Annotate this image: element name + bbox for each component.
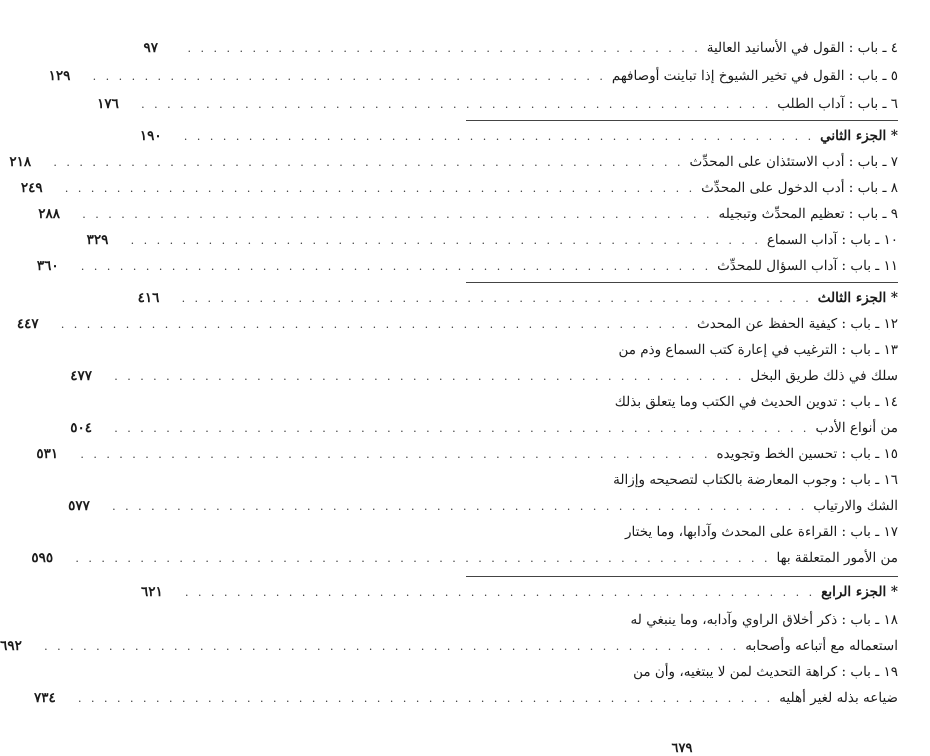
entry-page: ٧٣٤ [34,690,56,706]
toc-entry-continuation [31,546,898,570]
entry-page: ٩٧ [143,40,158,56]
entry-title: استعماله مع أتباعه وأصحابه [745,638,898,654]
toc-entry [466,390,898,414]
toc-entry-continuation [0,634,898,658]
entry-page: ٢٨٨ [38,206,61,222]
toc-entry [9,150,898,174]
leader-dots: . . . . . . . . . . . . . . . . . . . . . . . . . . . . . . . . . . . . . . . . . . . . . . . . . [114,370,745,383]
leader-dots: . . . . . . . . . . . . . . . . . . . . . . . . . . . . . . . . . . . . . . . . . . . . . . . . . [183,130,815,143]
section-divider [466,120,898,121]
entry-page: ٤٤٧ [16,316,39,332]
toc-entry-continuation [68,494,898,518]
entry-title: ٩ ـ باب : تعظيم المحدِّث وتبجيله [718,206,898,222]
part-heading [139,124,898,148]
leader-dots: . . . . . . . . . . . . . . . . . . . . . . . . . . . . . . . . . . . . . . . . . . . . . . . . . [60,318,691,331]
entry-page: ٥٩٥ [31,550,54,566]
section-divider [466,576,898,577]
entry-page: ٣٦٠ [36,258,59,274]
entry-title: ٥ ـ باب : القول في تخير الشيوخ إذا تباينت أوصافهم [611,68,898,84]
entry-title: ٨ ـ باب : أدب الدخول على المحدِّث [701,180,898,196]
leader-dots: . . . . . . . . . . . . . . . . . . . . . . . . . . . . . . . . . . . . . . . . . . . . . . . . . . . . . . [75,552,771,565]
leader-dots: . . . . . . . . . . . . . . . . . . . . . . . . . . . . . . . . . . . . . . . . . . . . . . . . . [181,292,812,305]
entry-title: من أنواع الأدب [815,420,898,436]
entry-page: ٤١٦ [137,290,160,306]
entry-page: ٣٢٩ [86,232,109,248]
entry-title: ١٧ ـ باب : القراءة على المحدث وآدابها، وما يختار [624,524,898,540]
entry-title: ٦ ـ باب : آداب الطلب [777,96,898,112]
entry-title: الشك والارتياب [813,498,898,514]
toc-page [0,36,898,756]
toc-entry-continuation [70,364,898,388]
entry-page: ٦٩٢ [0,638,22,654]
entry-title: ١٩ ـ باب : كراهة التحديث لمن لا يبتغيه، وأن من [633,664,898,680]
part-heading [140,580,898,604]
leader-dots: . . . . . . . . . . . . . . . . . . . . . . . . . . . . . . . . . . . . . . . . . . . . . . . . . [184,586,816,599]
entry-page: ٥٧٧ [68,498,90,514]
leader-dots: . . . . . . . . . . . . . . . . . . . . . . . . . . . . . . . . . . . . . . . . [92,70,606,83]
leader-dots: . . . . . . . . . . . . . . . . . . . . . . . . . . . . . . . . . . . . . . . . . . . . . . . . . [130,234,761,247]
toc-entry [16,312,898,336]
page-number: ٦٧٩ [671,741,693,756]
toc-entry [466,468,898,492]
leader-dots: . . . . . . . . . . . . . . . . . . . . . . . . . . . . . . . . . . . . . . . . . . . . . . . . . [82,208,713,221]
entry-title: ١١ ـ باب : آداب السؤال للمحدِّث [717,258,898,274]
part-heading [137,286,898,310]
entry-title: ضياعه بذله لغير أهليه [779,690,898,706]
leader-dots: . . . . . . . . . . . . . . . . . . . . . . . . . . . . . . . . . . . . . . . . . . . . . . . . . [64,182,696,195]
toc-entry [36,442,898,466]
entry-title: ١٢ ـ باب : كيفية الحفظ عن المحدث [696,316,898,332]
leader-dots: . . . . . . . . . . . . . . . . . . . . . . . . . . . . . . . . . . . . . . . . . . . . . . . . . . . . . . [78,692,774,705]
entry-title: ٧ ـ باب : أدب الاستئذان على المحدِّث [689,154,898,170]
leader-dots: . . . . . . . . . . . . . . . . . . . . . . . . . . . . . . . . . . . . . . . . . . . . . . . . . [80,260,712,273]
section-divider [466,282,898,283]
toc-entry [466,608,898,632]
part-title: * الجزء الثاني [820,128,898,144]
entry-title: ١٤ ـ باب : تدوين الحديث في الكتب وما يتعلق بذلك [614,394,898,410]
entry-page: ١٧٦ [97,96,119,112]
toc-entry [97,92,898,116]
part-title: * الجزء الثالث [817,290,898,306]
entry-title: ٤ ـ باب : القول في الأسانيد العالية [706,40,898,56]
entry-title: من الأمور المتعلقة بها [776,550,898,566]
entry-page: ١٢٩ [48,68,71,84]
entry-title: سلك في ذلك طريق البخل [750,368,898,384]
entry-page: ٥٠٤ [70,420,93,436]
entry-title: ١٣ ـ باب : الترغيب في إعارة كتب السماع وذم من [618,342,898,358]
toc-entry-continuation [70,416,898,440]
entry-title: ١٦ ـ باب : وجوب المعارضة بالكتاب لتصحيحه وإزالة [613,472,898,488]
leader-dots: . . . . . . . . . . . . . . . . . . . . . . . . . . . . . . . . . . . . . . . . . . . . . . . . . . . . . . [44,640,740,653]
toc-entry [143,36,898,60]
toc-entry [20,176,898,200]
leader-dots: . . . . . . . . . . . . . . . . . . . . . . . . . . . . . . . . . . . . . . . . . . . . . . . . . . . . . . [112,500,808,513]
toc-entry [466,520,898,544]
leader-dots: . . . . . . . . . . . . . . . . . . . . . . . . . . . . . . . . . . . . . . . . [187,42,701,55]
leader-dots: . . . . . . . . . . . . . . . . . . . . . . . . . . . . . . . . . . . . . . . . . . . . . . . . . [141,98,772,111]
toc-entry-continuation [34,686,898,710]
toc-entry [48,64,898,88]
leader-dots: . . . . . . . . . . . . . . . . . . . . . . . . . . . . . . . . . . . . . . . . . . . . . . . . . . . . . . [114,422,810,435]
toc-entry [38,202,898,226]
entry-title: ١٥ ـ باب : تحسين الخط وتجويده [716,446,898,462]
toc-entry [466,660,898,684]
entry-page: ٥٣١ [36,446,59,462]
toc-entry [466,338,898,362]
entry-page: ٤٧٧ [70,368,92,384]
entry-page: ١٩٠ [139,128,162,144]
entry-title: ١٠ ـ باب : آداب السماع [766,232,898,248]
part-title: * الجزء الرابع [821,584,898,600]
entry-page: ٦٢١ [140,584,163,600]
toc-entry [36,254,898,278]
entry-page: ٢١٨ [9,154,32,170]
entry-page: ٢٤٩ [20,180,43,196]
leader-dots: . . . . . . . . . . . . . . . . . . . . . . . . . . . . . . . . . . . . . . . . . . . . . . . . . [53,156,684,169]
toc-entry [86,228,898,252]
leader-dots: . . . . . . . . . . . . . . . . . . . . . . . . . . . . . . . . . . . . . . . . . . . . . . . . . [80,448,711,461]
entry-title: ١٨ ـ باب : ذكر أخلاق الراوي وآدابه، وما ينبغي له [630,612,898,628]
